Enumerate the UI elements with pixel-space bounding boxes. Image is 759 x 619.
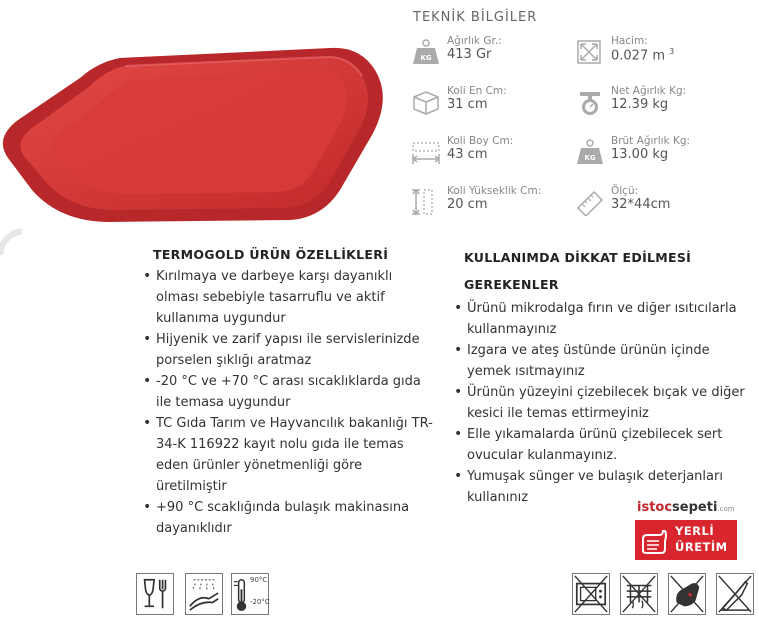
decorative-curve: [0, 225, 30, 255]
list-item: • Kırılmaya ve darbeye karşı dayanıklı olması sebebiyle tasarruflu ve aktif kullanıma uygundur: [135, 266, 435, 329]
spec-label: Net Ağırlık Kg:: [611, 85, 687, 97]
spec-value: 32*44cm: [611, 197, 671, 212]
spec-value: 13.00 kg: [611, 147, 669, 162]
spec-size: [574, 184, 744, 228]
spec-label: Ağırlık Gr.:: [447, 35, 502, 47]
spec-volume: [574, 34, 744, 78]
list-item: • Ürünün yüzeyini çizebilecek bıçak ve diğer kesici ile temas ettirmeyiniz: [446, 382, 746, 424]
no-knife-icon: [716, 573, 754, 615]
list-item: • Ürünü mikrodalga fırın ve diğer ısıtıcılarla kullanmayınız: [446, 298, 746, 340]
weight-kg-icon: [410, 38, 442, 66]
spec-box-width: [410, 84, 580, 128]
warnings-section: [446, 244, 746, 508]
spec-label: Hacim:: [611, 35, 648, 47]
temp-high-label: 90°C: [250, 576, 268, 584]
box-icon: [410, 88, 442, 116]
svg-text:KG: KG: [420, 54, 432, 62]
temperature-range-icon: [231, 573, 269, 615]
spec-label: Koli En Cm:: [447, 85, 507, 97]
features-list: [135, 266, 435, 539]
spec-value: 12.39 kg: [611, 97, 669, 112]
spec-box-height: [410, 184, 580, 228]
spec-label: Koli Boy Cm:: [447, 135, 514, 147]
spec-gross-weight: [574, 134, 744, 178]
list-item: • Elle yıkamalarda ürünü çizebilecek sert ovucular kulanmayınız.: [446, 424, 746, 466]
list-item: • Izgara ve ateş üstünde ürünün içinde yemek ısıtmayınız: [446, 340, 746, 382]
list-item: • Yumuşak sünger ve bulaşık deterjanları kullanınız: [446, 466, 746, 508]
hand-icon: [639, 525, 671, 555]
spec-label: Koli Yükseklik Cm:: [447, 185, 542, 197]
food-safe-icon: [136, 573, 174, 615]
height-arrows-icon: [410, 188, 442, 216]
spec-box-length: [410, 134, 580, 178]
spec-value: 31 cm: [447, 97, 488, 112]
features-title: TERMOGOLD ÜRÜN ÖZELLİKLERİ: [153, 247, 389, 262]
badge-line1: YERLİ: [675, 524, 715, 538]
warnings-title: KULLANIMDA DİKKAT EDİLMESİ GEREKENLER: [464, 250, 692, 292]
spec-value: 413 Gr: [447, 47, 492, 62]
list-item: • -20 °C ve +70 °C arası sıcaklıklarda gıda ile temasa uygundur: [135, 371, 435, 413]
ruler-icon: [574, 188, 606, 216]
no-grill-icon: [620, 573, 658, 615]
features-section: [135, 244, 435, 539]
list-item: • TC Gıda Tarım ve Hayvancılık bakanlığı TR-34-K 116922 kayıt nolu gıda ile temas eden ürünler yönetmenliği göre üretilmiştir: [135, 413, 435, 497]
list-item: • Hijyenik ve zarif yapısı ile servislerinizde porselen şıklığı aratmaz: [135, 329, 435, 371]
spec-value: 0.027 m $^3$: [611, 47, 675, 64]
length-arrows-icon: [410, 138, 442, 166]
list-item: • +90 °C scaklığında bulaşık makinasına dayanıklıdır: [135, 497, 435, 539]
dishwasher-safe-icon: [185, 573, 223, 615]
brand-logo: istocsepeti.com: [637, 500, 735, 515]
no-microwave-icon: [572, 573, 610, 615]
spec-value: 43 cm: [447, 147, 488, 162]
spec-value: 20 cm: [447, 197, 488, 212]
spec-weight: [410, 34, 580, 78]
spec-net-weight: [574, 84, 744, 128]
red-tray-image: [0, 40, 395, 225]
scale-icon: [574, 88, 606, 116]
spec-label: Ölçü:: [611, 185, 639, 197]
spec-label: Brüt Ağırlık Kg:: [611, 135, 691, 147]
warnings-list: [446, 298, 746, 508]
no-scouring-icon: [668, 573, 706, 615]
temp-low-label: -20°C: [250, 598, 270, 606]
volume-arrows-icon: [574, 38, 606, 66]
weight-kg-icon: [574, 138, 606, 166]
technical-info-title: TEKNİK BİLGİLER: [413, 10, 538, 25]
badge-line2: ÜRETİM: [675, 540, 728, 554]
svg-text:KG: KG: [584, 154, 596, 162]
yerli-uretim-badge: [635, 520, 737, 560]
